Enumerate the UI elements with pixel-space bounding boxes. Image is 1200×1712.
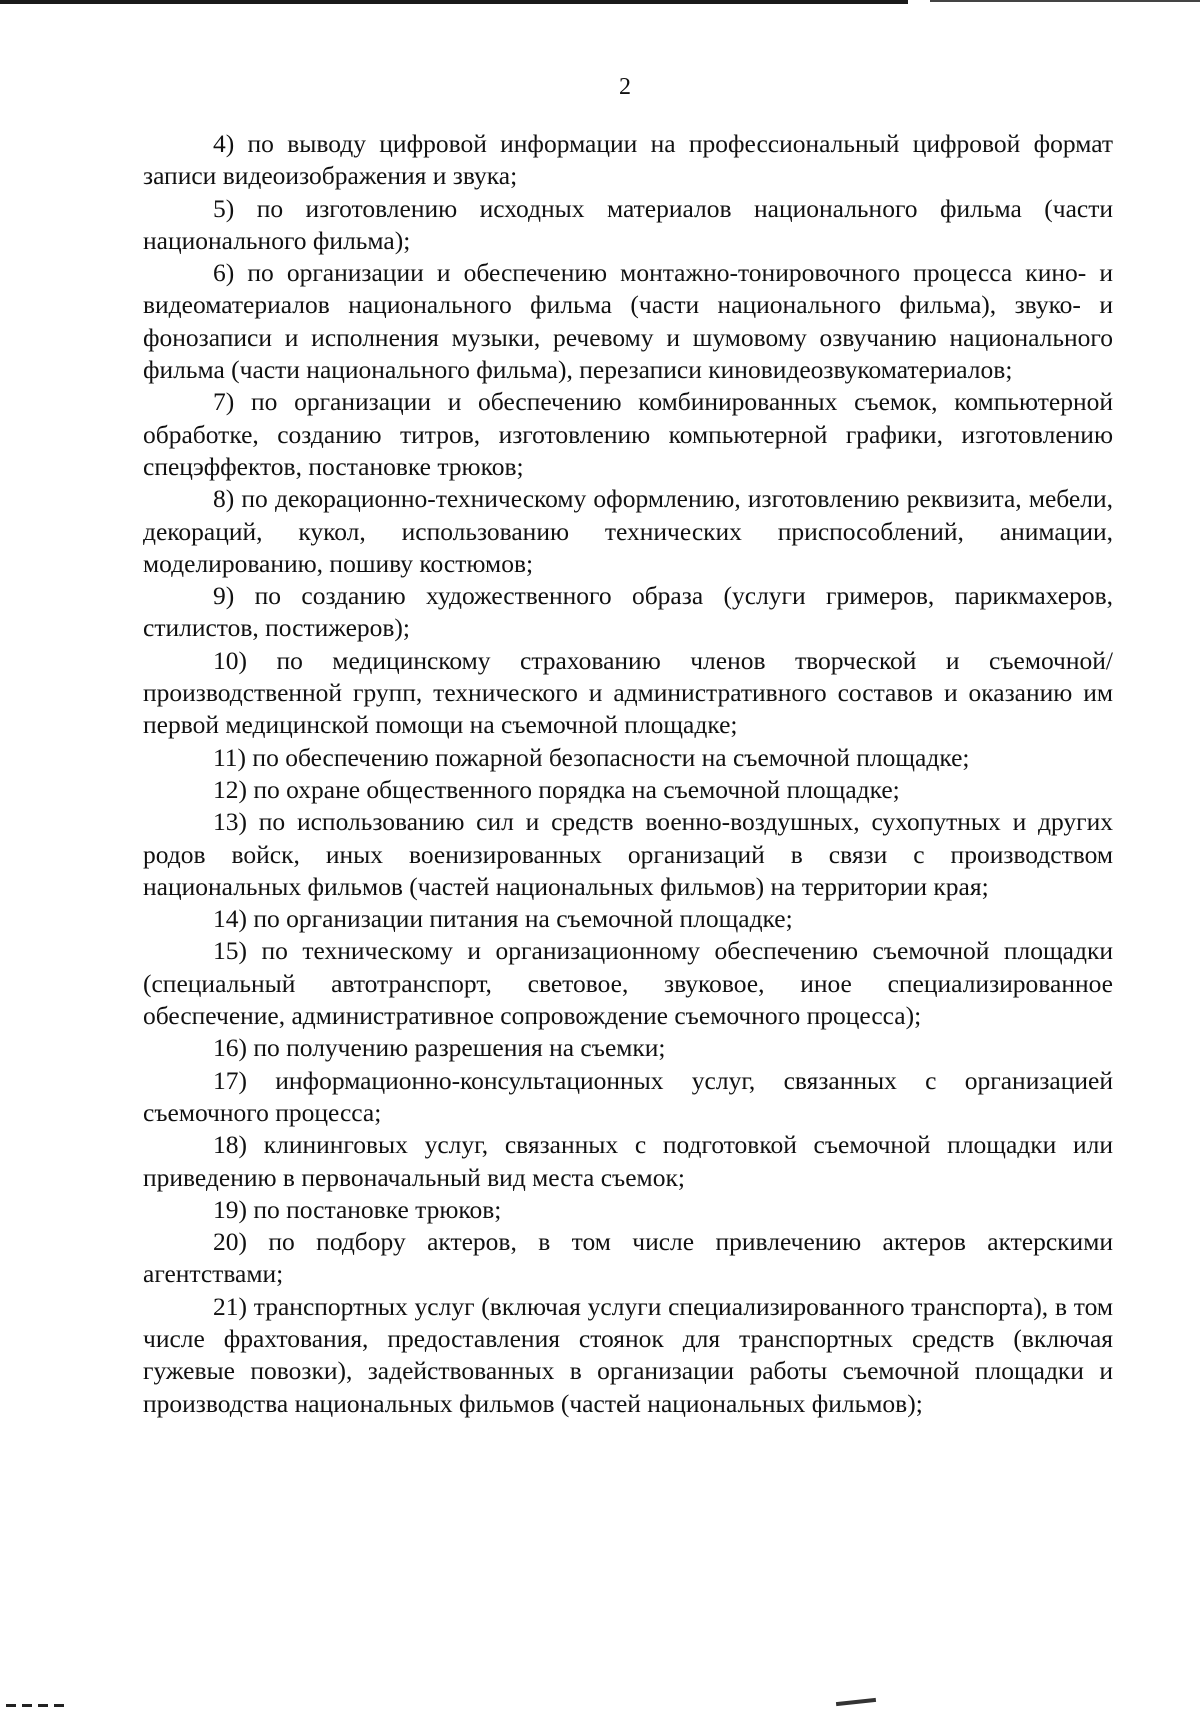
document-body (143, 128, 1113, 1420)
scan-edge-top-tail (930, 0, 1200, 2)
list-item: 18) клининговых услуг, связанных с подготовкой съемочной площадки или приведению в первоначальный вид места съемок; (143, 1130, 1113, 1192)
list-item: 7) по организации и обеспечению комбинированных съемок, компьютерной обработке, созданию титров, изготовлению компьютерной графики, изготовлению спецэффектов, постановке трюков; (143, 387, 1113, 481)
list-item: 19) по постановке трюков; (213, 1194, 502, 1224)
list-item: 20) по подбору актеров, в том числе привлечению актеров актерскими агентствами; (143, 1227, 1113, 1289)
list-item: 12) по охране общественного порядка на съемочной площадке; (213, 774, 900, 804)
list-item: 9) по созданию художественного образа (услуги гримеров, парикмахеров, стилистов, постижеров); (143, 581, 1113, 643)
scan-artifact-right (836, 1698, 876, 1706)
list-item: 8) по декорационно-техническому оформлению, изготовлению реквизита, мебели, декораций, кукол, использованию технических приспособлений, анимации, моделированию, пошиву костюмов; (143, 484, 1113, 578)
list-item: 14) по организации питания на съемочной площадке; (213, 904, 793, 934)
page-number: 2 (619, 74, 631, 100)
list-item: 21) транспортных услуг (включая услуги специализированного транспорта), в том числе фрахтования, предоставления стоянок для транспортных средств (включая гужевые повозки), задействованных в организации работы съемочной площадки и производства национальных фильмов (частей национальных фильмов); (143, 1291, 1113, 1418)
list-item: 15) по техническому и организационному обеспечению съемочной площадки (специальный автотранспорт, световое, звуковое, иное специализированное обеспечение, административное сопровождение съемочного процесса); (143, 936, 1113, 1031)
list-item: 13) по использованию сил и средств военно-воздушных, сухопутных и других родов войск, иных военизированных организаций в связи с производством национальных фильмов (частей национальных фильмов) на территории края; (143, 807, 1113, 901)
list-item: 16) по получению разрешения на съемки; (213, 1033, 666, 1063)
list-item: 10) по медицинскому страхованию членов творческой и съемочной/производственной групп, технического и административного составов и оказанию им первой медицинской помощи на съемочной площадке; (143, 645, 1113, 740)
list-item: 6) по организации и обеспечению монтажно-тонировочного процесса кино- и видеоматериалов национального фильма (части национального фильма), звуко- и фонозаписи и исполнения музыки, речевому и шумовому озвучанию национального фильма (части национального фильма), перезаписи киновидеозвукоматериалов; (143, 258, 1113, 385)
scan-artifact-left (6, 1704, 70, 1707)
list-item: 17) информационно-консультационных услуг, связанных с организацией съемочного процесса; (143, 1065, 1113, 1127)
list-item: 4) по выводу цифровой информации на профессиональный цифровой формат записи видеоизображения и звука; (143, 129, 1113, 191)
list-item: 5) по изготовлению исходных материалов национального фильма (части национального фильма); (143, 193, 1113, 255)
list-item: 11) по обеспечению пожарной безопасности на съемочной площадке; (213, 742, 970, 772)
